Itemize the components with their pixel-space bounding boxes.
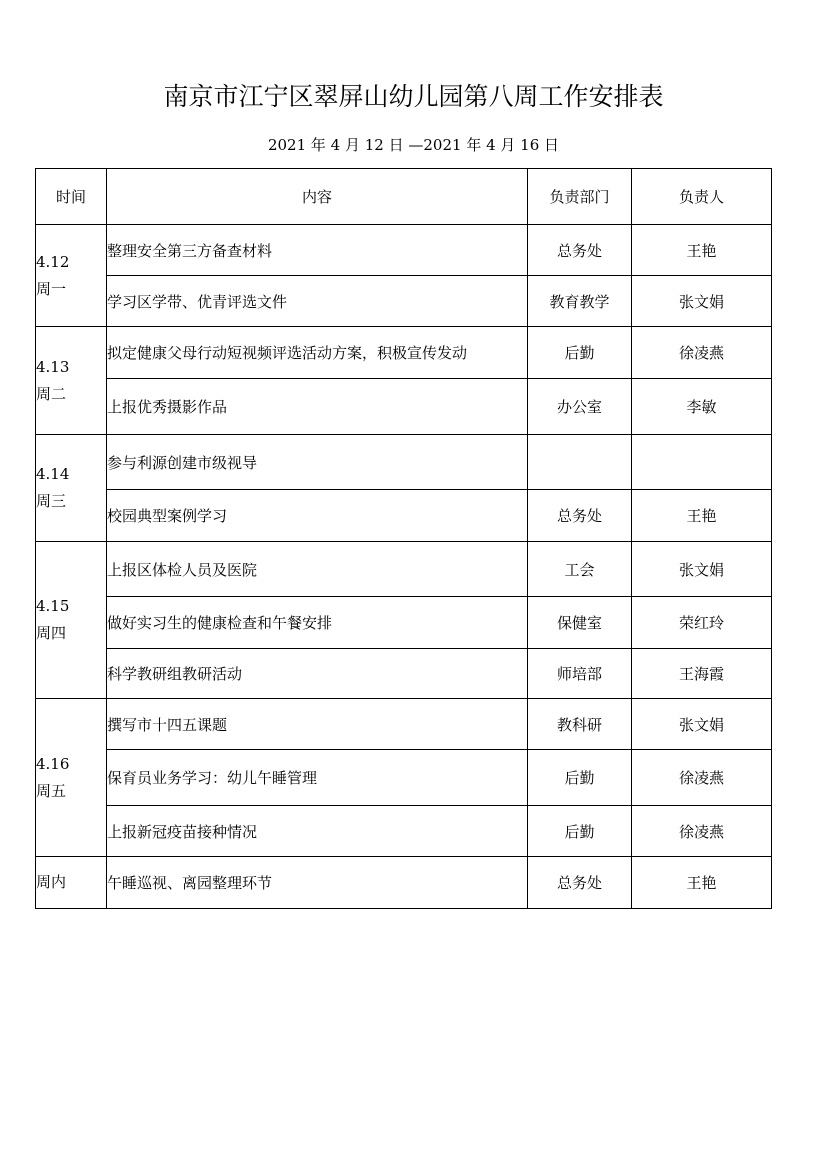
task-dept: 师培部 [528, 649, 632, 699]
task-person: 王海霞 [632, 649, 772, 699]
task-content: 午睡巡视、离园整理环节 [107, 857, 528, 909]
task-content: 上报区体检人员及医院 [107, 542, 528, 597]
day-cell [36, 435, 107, 542]
task-person: 徐凌燕 [632, 327, 772, 379]
task-dept: 教科研 [528, 699, 632, 750]
task-content: 科学教研组教研活动 [107, 649, 528, 699]
task-dept: 办公室 [528, 379, 632, 435]
header-row [36, 169, 772, 225]
task-person: 张文娟 [632, 699, 772, 750]
table-row [36, 857, 772, 909]
task-person: 徐凌燕 [632, 750, 772, 806]
header-content: 内容 [107, 169, 528, 225]
task-person: 王艳 [632, 490, 772, 542]
day-date: 4.15 [36, 597, 70, 615]
day-cell [36, 225, 107, 327]
day-cell [36, 327, 107, 435]
document-title: 南京市江宁区翠屏山幼儿园第八周工作安排表 [163, 82, 664, 111]
header-person: 负责人 [632, 169, 772, 225]
task-dept: 总务处 [528, 225, 632, 276]
task-content: 参与利源创建市级视导 [107, 435, 528, 490]
table-row [36, 225, 772, 276]
table-row [36, 327, 772, 379]
table-row [36, 276, 772, 327]
table-row [36, 597, 772, 649]
table-row [36, 699, 772, 750]
task-person [632, 435, 772, 490]
table-row [36, 649, 772, 699]
task-dept: 总务处 [528, 857, 632, 909]
header-time: 时间 [36, 169, 107, 225]
day-weekday: 周五 [36, 781, 67, 800]
header-dept: 负责部门 [528, 169, 632, 225]
task-dept: 保健室 [528, 597, 632, 649]
task-person: 张文娟 [632, 542, 772, 597]
day-weekday: 周二 [36, 384, 67, 403]
day-weekday: 周一 [36, 279, 67, 298]
task-content: 学习区学带、优青评选文件 [107, 276, 528, 327]
task-person: 荣红玲 [632, 597, 772, 649]
task-content: 保育员业务学习：幼儿午睡管理 [107, 750, 528, 806]
task-person: 王艳 [632, 857, 772, 909]
day-cell [36, 699, 107, 857]
table-row [36, 542, 772, 597]
task-person: 李敏 [632, 379, 772, 435]
table-row [36, 435, 772, 490]
task-dept: 后勤 [528, 327, 632, 379]
task-person: 张文娟 [632, 276, 772, 327]
task-content: 拟定健康父母行动短视频评选活动方案，积极宣传发动 [107, 327, 528, 379]
task-dept: 后勤 [528, 750, 632, 806]
day-date: 4.14 [36, 465, 70, 483]
day-date: 4.13 [36, 357, 70, 376]
task-dept: 工会 [528, 542, 632, 597]
table-row [36, 490, 772, 542]
task-content: 上报优秀摄影作品 [107, 379, 528, 435]
day-cell [36, 542, 107, 699]
day-date: 4.16 [36, 754, 70, 773]
task-content: 校园典型案例学习 [107, 490, 528, 542]
table-row [36, 806, 772, 857]
task-content: 撰写市十四五课题 [107, 699, 528, 750]
task-dept: 后勤 [528, 806, 632, 857]
task-person: 徐凌燕 [632, 806, 772, 857]
table-row [36, 750, 772, 806]
day-weekday: 周三 [36, 492, 67, 510]
day-date: 4.12 [36, 252, 70, 271]
day-weekday: 周内 [36, 873, 67, 891]
task-dept: 总务处 [528, 490, 632, 542]
task-content: 整理安全第三方备查材料 [107, 225, 528, 276]
table-row [36, 379, 772, 435]
task-content: 做好实习生的健康检查和午餐安排 [107, 597, 528, 649]
schedule-table [35, 168, 772, 909]
date-range: 2021 年 4 月 12 日 —2021 年 4 月 16 日 [267, 136, 560, 154]
day-weekday: 周四 [36, 624, 67, 642]
task-content: 上报新冠疫苗接种情况 [107, 806, 528, 857]
day-cell [36, 857, 107, 909]
task-person: 王艳 [632, 225, 772, 276]
task-dept [528, 435, 632, 490]
task-dept: 教育教学 [528, 276, 632, 327]
